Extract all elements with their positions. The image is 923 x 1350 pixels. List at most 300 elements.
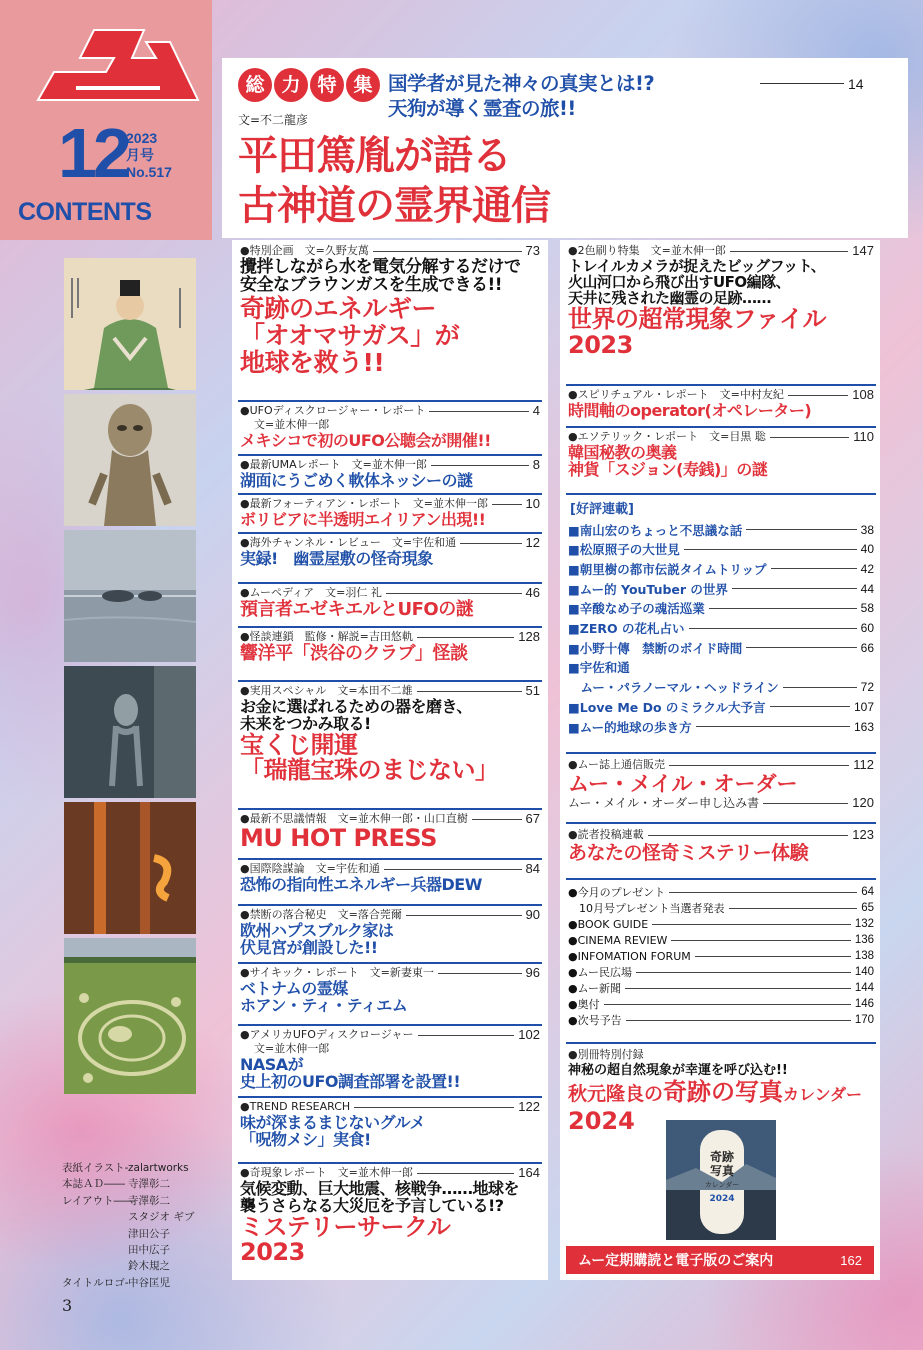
entry-title: 火山河口から飛び出すUFO編隊、 — [568, 273, 791, 292]
entry-category: ●ムーペディア 文=羽仁 礼 — [240, 586, 382, 599]
leader-line — [763, 803, 848, 804]
crop-circle-image — [64, 938, 196, 1094]
entry-title: 恐怖の指向性エネルギー兵器DEW — [240, 875, 482, 894]
leader-line — [760, 83, 844, 84]
leader-line — [373, 251, 522, 252]
leader-line — [729, 908, 858, 909]
page-number: 3 — [62, 1296, 73, 1315]
reader-entry[interactable] — [568, 828, 874, 864]
entry-title: 「呪物メシ」実食! — [240, 1130, 371, 1150]
entry-category: ●奇現象レポート 文=並木伸一郎 — [240, 1166, 413, 1179]
entry-title: 気候変動、巨大地震、核戦争……地球を — [240, 1179, 520, 1198]
calendar-image — [666, 1120, 776, 1240]
special-title-2: 古神道の霊界通信 — [238, 183, 550, 229]
entry-page: 108 — [852, 387, 874, 402]
misc-title: ●奥付 — [568, 998, 600, 1011]
entry-title: 「瑞龍宝珠のまじない」 — [240, 756, 499, 785]
issue-month: 12 — [58, 114, 128, 192]
entry-category: ●怪談連鎖 監修・解説=吉田悠軌 — [240, 630, 413, 643]
entry-category: ●読者投稿連載 — [568, 828, 644, 841]
serial-title: ■南山宏のちょっと不思議な話 — [568, 522, 743, 538]
entry-page: 8 — [532, 457, 540, 472]
leader-line — [771, 568, 857, 569]
entry-title: 2023 — [240, 1238, 305, 1267]
entry-author: 文=並木伸一郎 — [254, 418, 330, 431]
entry-sub-title: ムー・メイル・オーダー申し込み書 — [568, 796, 760, 810]
credit-value: 津田公子 — [128, 1227, 170, 1240]
credit-value: 寺澤彰二 — [128, 1178, 170, 1191]
calendar-year: 2024 — [568, 1107, 635, 1135]
section-divider — [238, 962, 542, 964]
leader-line — [472, 819, 522, 820]
section-divider — [238, 582, 542, 584]
entry-page: 122 — [518, 1099, 540, 1114]
misc-page: 136 — [854, 934, 874, 946]
entry-title: 攪拌しながら水を電気分解するだけで — [240, 257, 521, 277]
leader-line — [648, 835, 849, 836]
entry-title: 響洋平「渋谷のクラブ」怪談 — [240, 643, 468, 664]
entry-category: ●エソテリック・レポート 文=目黒 聡 — [568, 430, 766, 443]
entry-meta — [240, 458, 540, 472]
entry-title: ボリビアに半透明エイリアン出現!! — [240, 510, 486, 529]
leader-line — [783, 687, 857, 688]
article-entry[interactable] — [240, 1100, 540, 1149]
credit-row — [62, 1193, 194, 1209]
leader-line — [438, 973, 522, 974]
leader-line — [669, 892, 857, 893]
section-divider — [238, 454, 542, 456]
section-divider — [238, 904, 542, 906]
section-divider — [238, 493, 542, 495]
entry-title: NASAが — [240, 1055, 304, 1074]
misc-page: 144 — [854, 982, 874, 994]
misc-title: ●今月のプレゼント — [568, 886, 666, 899]
entry-category: ●UFOディスクロージャー・レポート — [240, 404, 426, 417]
serial-item[interactable] — [568, 520, 874, 539]
section-divider — [566, 878, 876, 880]
special-subtitle-1: 国学者が見た神々の真実とは!? — [388, 72, 655, 95]
calendar-img-text-4: 2024 — [709, 1194, 735, 1204]
misc-page: 132 — [854, 918, 874, 930]
section-divider — [238, 532, 542, 534]
leader-line — [384, 869, 522, 870]
serial-title: ■松原照子の大世見 — [568, 542, 680, 558]
entry-category: ●ムー誌上通信販売 — [568, 758, 666, 771]
alien-mummy-image — [64, 394, 196, 526]
entry-category: ●TREND RESEARCH — [240, 1100, 351, 1113]
entry-title: 預言者エゼキエルとUFOの謎 — [240, 599, 474, 620]
misc-title: ●ムー民広場 — [568, 966, 633, 979]
mu-logo — [36, 28, 200, 102]
entry-page: 4 — [532, 403, 540, 418]
misc-item[interactable] — [568, 916, 874, 932]
article-entry[interactable] — [240, 244, 540, 376]
badge-char: 特 — [310, 68, 344, 102]
calendar-entry[interactable] — [568, 1048, 874, 1134]
section-divider — [566, 426, 876, 428]
credit-label: レイアウト―― — [62, 1194, 135, 1207]
article-entry[interactable] — [568, 244, 874, 358]
leader-line — [429, 411, 528, 412]
entry-meta — [240, 497, 540, 511]
badge-char: 力 — [274, 68, 308, 102]
misc-title: ●ムー新聞 — [568, 982, 622, 995]
leader-line — [684, 549, 857, 550]
entry-meta — [240, 536, 540, 550]
serial-item[interactable] — [568, 658, 874, 677]
entry-meta — [240, 966, 540, 980]
leader-line — [386, 593, 522, 594]
special-badge — [238, 68, 380, 102]
credit-row — [62, 1258, 194, 1274]
leader-line — [746, 529, 856, 530]
entry-page: 112 — [853, 757, 874, 772]
entry-title: 襲うさらなる大災厄を予言している!? — [240, 1196, 504, 1216]
contents-label: CONTENTS — [18, 198, 152, 226]
entry-category: ●国際陰謀論 文=宇佐和通 — [240, 862, 380, 875]
article-entry[interactable] — [568, 430, 874, 479]
article-entry[interactable] — [240, 908, 540, 957]
leader-line — [730, 251, 848, 252]
article-entry[interactable] — [240, 404, 540, 449]
section-divider — [238, 400, 542, 402]
credit-value: 田中広子 — [128, 1244, 170, 1257]
entry-title: ホアン・ティ・ティエム — [240, 996, 408, 1016]
leader-line — [354, 1107, 514, 1108]
entry-title: トレイルカメラが捉えたビッグフット、 — [568, 257, 826, 275]
credit-value: スタジオ ギブ — [128, 1211, 195, 1224]
serial-page: 66 — [860, 640, 874, 655]
issue-month-label: 月号 — [126, 146, 154, 163]
misc-page: 138 — [854, 950, 874, 962]
article-entry[interactable] — [240, 966, 540, 1015]
misc-title: ●INFOMATION FORUM — [568, 949, 691, 963]
entry-category: ●最新フォーティアン・レポート 文=並木伸一郎 — [240, 497, 488, 510]
special-title-1: 平田篤胤が語る — [238, 133, 511, 179]
section-divider — [238, 1096, 542, 1098]
serial-item[interactable] — [568, 579, 874, 598]
serial-title: ■ZERO の花札占い — [568, 621, 685, 636]
badge-char: 集 — [346, 68, 380, 102]
misc-title: ●次号予告 — [568, 1014, 622, 1027]
article-entry[interactable] — [240, 1028, 540, 1091]
credit-label: 本誌ＡＤ―― — [62, 1178, 125, 1191]
calendar-sub: 神秘の超自然現象が幸運を呼び込む!! — [568, 1063, 788, 1078]
article-entry[interactable] — [240, 630, 540, 663]
article-entry[interactable] — [240, 458, 540, 489]
calendar-title-a: 秋元隆良の — [568, 1083, 664, 1105]
misc-title: ●BOOK GUIDE — [568, 917, 649, 931]
subscription-banner[interactable] — [566, 1246, 874, 1274]
credit-row — [62, 1242, 194, 1258]
serial-title: ■Love Me Do のミラクル大予言 — [568, 699, 766, 715]
leader-line — [417, 1173, 514, 1174]
credit-row — [62, 1176, 194, 1192]
leader-line — [770, 706, 850, 707]
article-entry[interactable] — [240, 497, 540, 528]
leader-line — [626, 1020, 851, 1021]
section-divider — [238, 680, 542, 682]
serial-item[interactable] — [568, 559, 874, 578]
section-divider — [566, 1042, 876, 1044]
serial-item[interactable] — [568, 599, 874, 618]
calendar-title-b: 奇跡の写真 — [663, 1078, 784, 1106]
entry-title: 2023 — [568, 330, 633, 359]
entry-title: 奇跡のエネルギー — [240, 293, 437, 323]
misc-title: ●CINEMA REVIEW — [568, 933, 668, 947]
misc-item[interactable] — [568, 1012, 874, 1028]
serial-item[interactable] — [568, 697, 874, 716]
translucent-alien-image — [64, 666, 196, 798]
credit-row — [62, 1275, 194, 1291]
leader-line — [431, 465, 529, 466]
entry-title: 時間軸のoperator(オペレーター) — [568, 401, 812, 420]
serial-page: 107 — [853, 699, 874, 714]
section-divider — [238, 1162, 542, 1164]
article-entry[interactable] — [240, 536, 540, 567]
mailorder-entry[interactable] — [568, 758, 874, 810]
issue-number: No.517 — [126, 163, 172, 180]
section-divider — [566, 493, 876, 495]
section-divider — [238, 1024, 542, 1026]
leader-line — [770, 437, 849, 438]
credit-label: 表紙イラスト- — [62, 1162, 129, 1174]
entry-category: ●2色刷り特集 文=並木伸一郎 — [568, 244, 726, 257]
badge-char: 総 — [238, 68, 272, 102]
entry-category: ●最新不思議情報 文=並木伸一郎・山口直樹 — [240, 812, 468, 825]
entry-meta — [240, 1166, 540, 1180]
leader-line — [625, 988, 851, 989]
serial-item[interactable] — [568, 678, 874, 697]
entry-category: ●スピリチュアル・レポート 文=中村友紀 — [568, 388, 784, 401]
entry-sub-page: 120 — [852, 795, 874, 810]
entry-category: ●特別企画 文=久野友萬 — [240, 244, 369, 257]
article-entry[interactable] — [240, 684, 540, 784]
leader-line — [695, 956, 851, 957]
calendar-img-text-1: 奇跡 — [709, 1150, 734, 1164]
entry-title: 韓国秘教の奥義 — [568, 443, 677, 462]
calendar-title-c: カレンダー — [783, 1085, 862, 1104]
leader-line — [709, 608, 857, 609]
credit-row — [62, 1226, 194, 1242]
subscription-text: ムー定期購読と電子版のご案内 — [578, 1253, 774, 1269]
article-entry[interactable] — [240, 586, 540, 619]
credit-label: タイトルロゴ- — [62, 1276, 129, 1289]
calendar-title — [568, 1079, 874, 1108]
serial-title: ■宇佐和通 — [568, 660, 630, 676]
entry-page: 147 — [852, 243, 874, 258]
credit-row — [62, 1209, 194, 1225]
serial-title: ■朝里樹の都市伝説タイムトリップ — [568, 561, 767, 577]
leader-line — [460, 543, 521, 544]
calendar-img-text-2: 写真 — [709, 1164, 734, 1178]
section-divider — [238, 808, 542, 810]
entry-title: 欧州ハプスブルク家は — [240, 921, 394, 940]
entry-meta — [240, 908, 540, 922]
leader-line — [788, 395, 848, 396]
portrait-scroll-image — [64, 258, 196, 390]
leader-line — [689, 628, 857, 629]
article-entry[interactable] — [568, 388, 874, 419]
entry-page: 51 — [525, 683, 540, 698]
credit-value: 鈴木規之 — [128, 1260, 170, 1273]
entry-category: ●海外チャンネル・レビュー 文=宇佐和通 — [240, 536, 457, 549]
entry-title: 地球を救う!! — [240, 347, 385, 377]
entry-sub — [568, 796, 874, 810]
entry-page: 84 — [525, 861, 540, 876]
leader-line — [696, 726, 850, 727]
entry-meta — [240, 684, 540, 698]
entry-meta — [568, 244, 874, 258]
special-page: 14 — [848, 76, 864, 92]
entry-page: 110 — [853, 429, 874, 444]
entry-title: あなたの怪奇ミステリー体験 — [568, 842, 809, 864]
serial-page: 42 — [860, 561, 874, 576]
entry-title: 「オオマサガス」が — [240, 320, 460, 350]
misc-item[interactable] — [568, 884, 874, 900]
entry-title: 天井に残された幽霊の足跡…… — [568, 289, 772, 308]
misc-page: 146 — [854, 998, 874, 1010]
serial-title: ムー・パラノーマル・ヘッドライン — [568, 680, 779, 696]
misc-item[interactable] — [568, 964, 874, 980]
misc-page: 64 — [861, 886, 874, 898]
leader-line — [669, 765, 849, 766]
entry-title: ミステリーサークル — [240, 1212, 451, 1241]
entry-title: 未来をつかみ取る! — [240, 714, 371, 734]
entry-category: ●サイキック・レポート 文=新妻東一 — [240, 966, 434, 979]
entry-page: 128 — [518, 629, 540, 644]
issue-info — [126, 130, 172, 180]
entry-author: 文=並木伸一郎 — [254, 1042, 330, 1055]
misc-page: 65 — [861, 902, 874, 914]
leader-line — [746, 647, 856, 648]
leader-line — [418, 1035, 515, 1036]
entry-title: MU HOT PRESS — [240, 824, 437, 852]
credit-value: 寺澤彰二 — [128, 1194, 170, 1207]
entry-meta — [240, 244, 540, 258]
misc-page: 140 — [854, 966, 874, 978]
misc-item[interactable] — [568, 932, 874, 948]
article-entry[interactable] — [240, 1166, 540, 1266]
leader-line — [652, 924, 851, 925]
entry-meta — [568, 430, 874, 444]
entry-meta — [568, 828, 874, 842]
leader-line — [732, 588, 857, 589]
entry-title: 史上初のUFO調査部署を設置!! — [240, 1072, 461, 1092]
entry-meta — [240, 1100, 540, 1114]
entry-page: 96 — [525, 965, 540, 980]
leader-line — [417, 691, 522, 692]
article-entry[interactable] — [240, 812, 540, 852]
issue-year: 2023 — [126, 130, 158, 146]
entry-title: 神貨「スジョン(寿銭)」の謎 — [568, 460, 768, 480]
serial-page: 60 — [860, 621, 874, 635]
serial-item[interactable] — [568, 717, 874, 736]
section-divider — [238, 626, 542, 628]
entry-title: お金に選ばれるための器を磨き、 — [240, 697, 472, 716]
entry-category: ●アメリカUFOディスクロージャー — [240, 1028, 414, 1041]
entry-page: 10 — [525, 496, 540, 511]
serial-item[interactable] — [568, 638, 874, 657]
entry-title: 味が深まるまじないグルメ — [240, 1113, 426, 1132]
leader-line — [406, 915, 522, 916]
entry-title: 湖面にうごめく軟体ネッシーの謎 — [240, 471, 473, 490]
section-divider — [566, 822, 876, 824]
serial-page: 72 — [860, 680, 874, 695]
entry-meta — [240, 404, 540, 418]
leader-line — [604, 1004, 851, 1005]
serial-item[interactable] — [568, 619, 874, 638]
entry-title: ベトナムの霊媒 — [240, 979, 348, 998]
entry-category: ●禁断の落合秘史 文=落合莞爾 — [240, 908, 402, 921]
serial-page: 58 — [860, 601, 874, 616]
subscription-page: 162 — [840, 1252, 862, 1268]
misc-item[interactable] — [568, 980, 874, 996]
entry-title: 伏見宮が創設した!! — [240, 938, 378, 958]
entry-page: 90 — [525, 907, 540, 922]
calendar-img-text-3: カレンダー — [704, 1181, 740, 1189]
serial-item[interactable] — [568, 540, 874, 559]
photo-strip — [64, 258, 196, 1118]
entry-title: ムー・メイル・オーダー — [568, 772, 798, 796]
misc-item[interactable] — [568, 900, 874, 916]
special-author: 文=不二龍彦 — [238, 113, 309, 127]
entry-meta — [240, 862, 540, 876]
serial-title: ■ムー的地球の歩き方 — [568, 719, 692, 735]
credit-value: 中谷匡児 — [128, 1276, 170, 1289]
entry-page: 164 — [518, 1165, 540, 1180]
entry-title: 安全なブラウンガスを生成できる!! — [240, 275, 503, 296]
entry-title: メキシコで初のUFO公聴会が開催!! — [240, 431, 491, 450]
serial-page: 44 — [860, 581, 874, 596]
entry-meta: ●別冊特別付録 — [568, 1048, 644, 1061]
article-entry[interactable] — [240, 862, 540, 893]
misc-title: 10月号プレゼント当選者発表 — [568, 902, 725, 915]
serial-page: 163 — [853, 719, 874, 734]
staff-credits — [62, 1160, 194, 1291]
leader-line — [492, 504, 522, 505]
serial-title: ■ムー的 YouTuber の世界 — [568, 581, 728, 597]
serial-title: ■辛酸なめ子の魂活巡業 — [568, 601, 705, 617]
section-divider — [566, 384, 876, 386]
credit-row — [62, 1160, 194, 1176]
entry-page: 102 — [518, 1027, 540, 1042]
special-subtitle-2: 天狗が導く霊査の旅!! — [388, 97, 576, 120]
entry-meta — [240, 586, 540, 600]
serial-page: 40 — [860, 542, 874, 557]
serial-title: ■小野十傳 禁断のボイド時間 — [568, 640, 743, 656]
credit-value: zalartworks — [128, 1162, 189, 1174]
leader-line — [636, 972, 851, 973]
ghost-house-image — [64, 802, 196, 934]
entry-page: 67 — [525, 811, 540, 826]
serial-page: 38 — [860, 522, 874, 537]
leader-line — [671, 940, 850, 941]
misc-item[interactable] — [568, 996, 874, 1012]
entry-title: 実録! 幽霊屋敷の怪奇現象 — [240, 549, 433, 568]
leader-line — [417, 637, 514, 638]
misc-item[interactable] — [568, 948, 874, 964]
entry-page: 73 — [525, 243, 540, 258]
entry-title: 世界の超常現象ファイル — [568, 304, 827, 333]
entry-category: ●最新UMAレポート 文=並木伸一郎 — [240, 458, 427, 471]
entry-meta — [568, 758, 874, 772]
serial-header: [好評連載] — [570, 502, 634, 517]
entry-meta — [240, 1028, 540, 1042]
entry-page: 46 — [525, 585, 540, 600]
entry-page: 123 — [852, 827, 874, 842]
section-divider — [238, 858, 542, 860]
